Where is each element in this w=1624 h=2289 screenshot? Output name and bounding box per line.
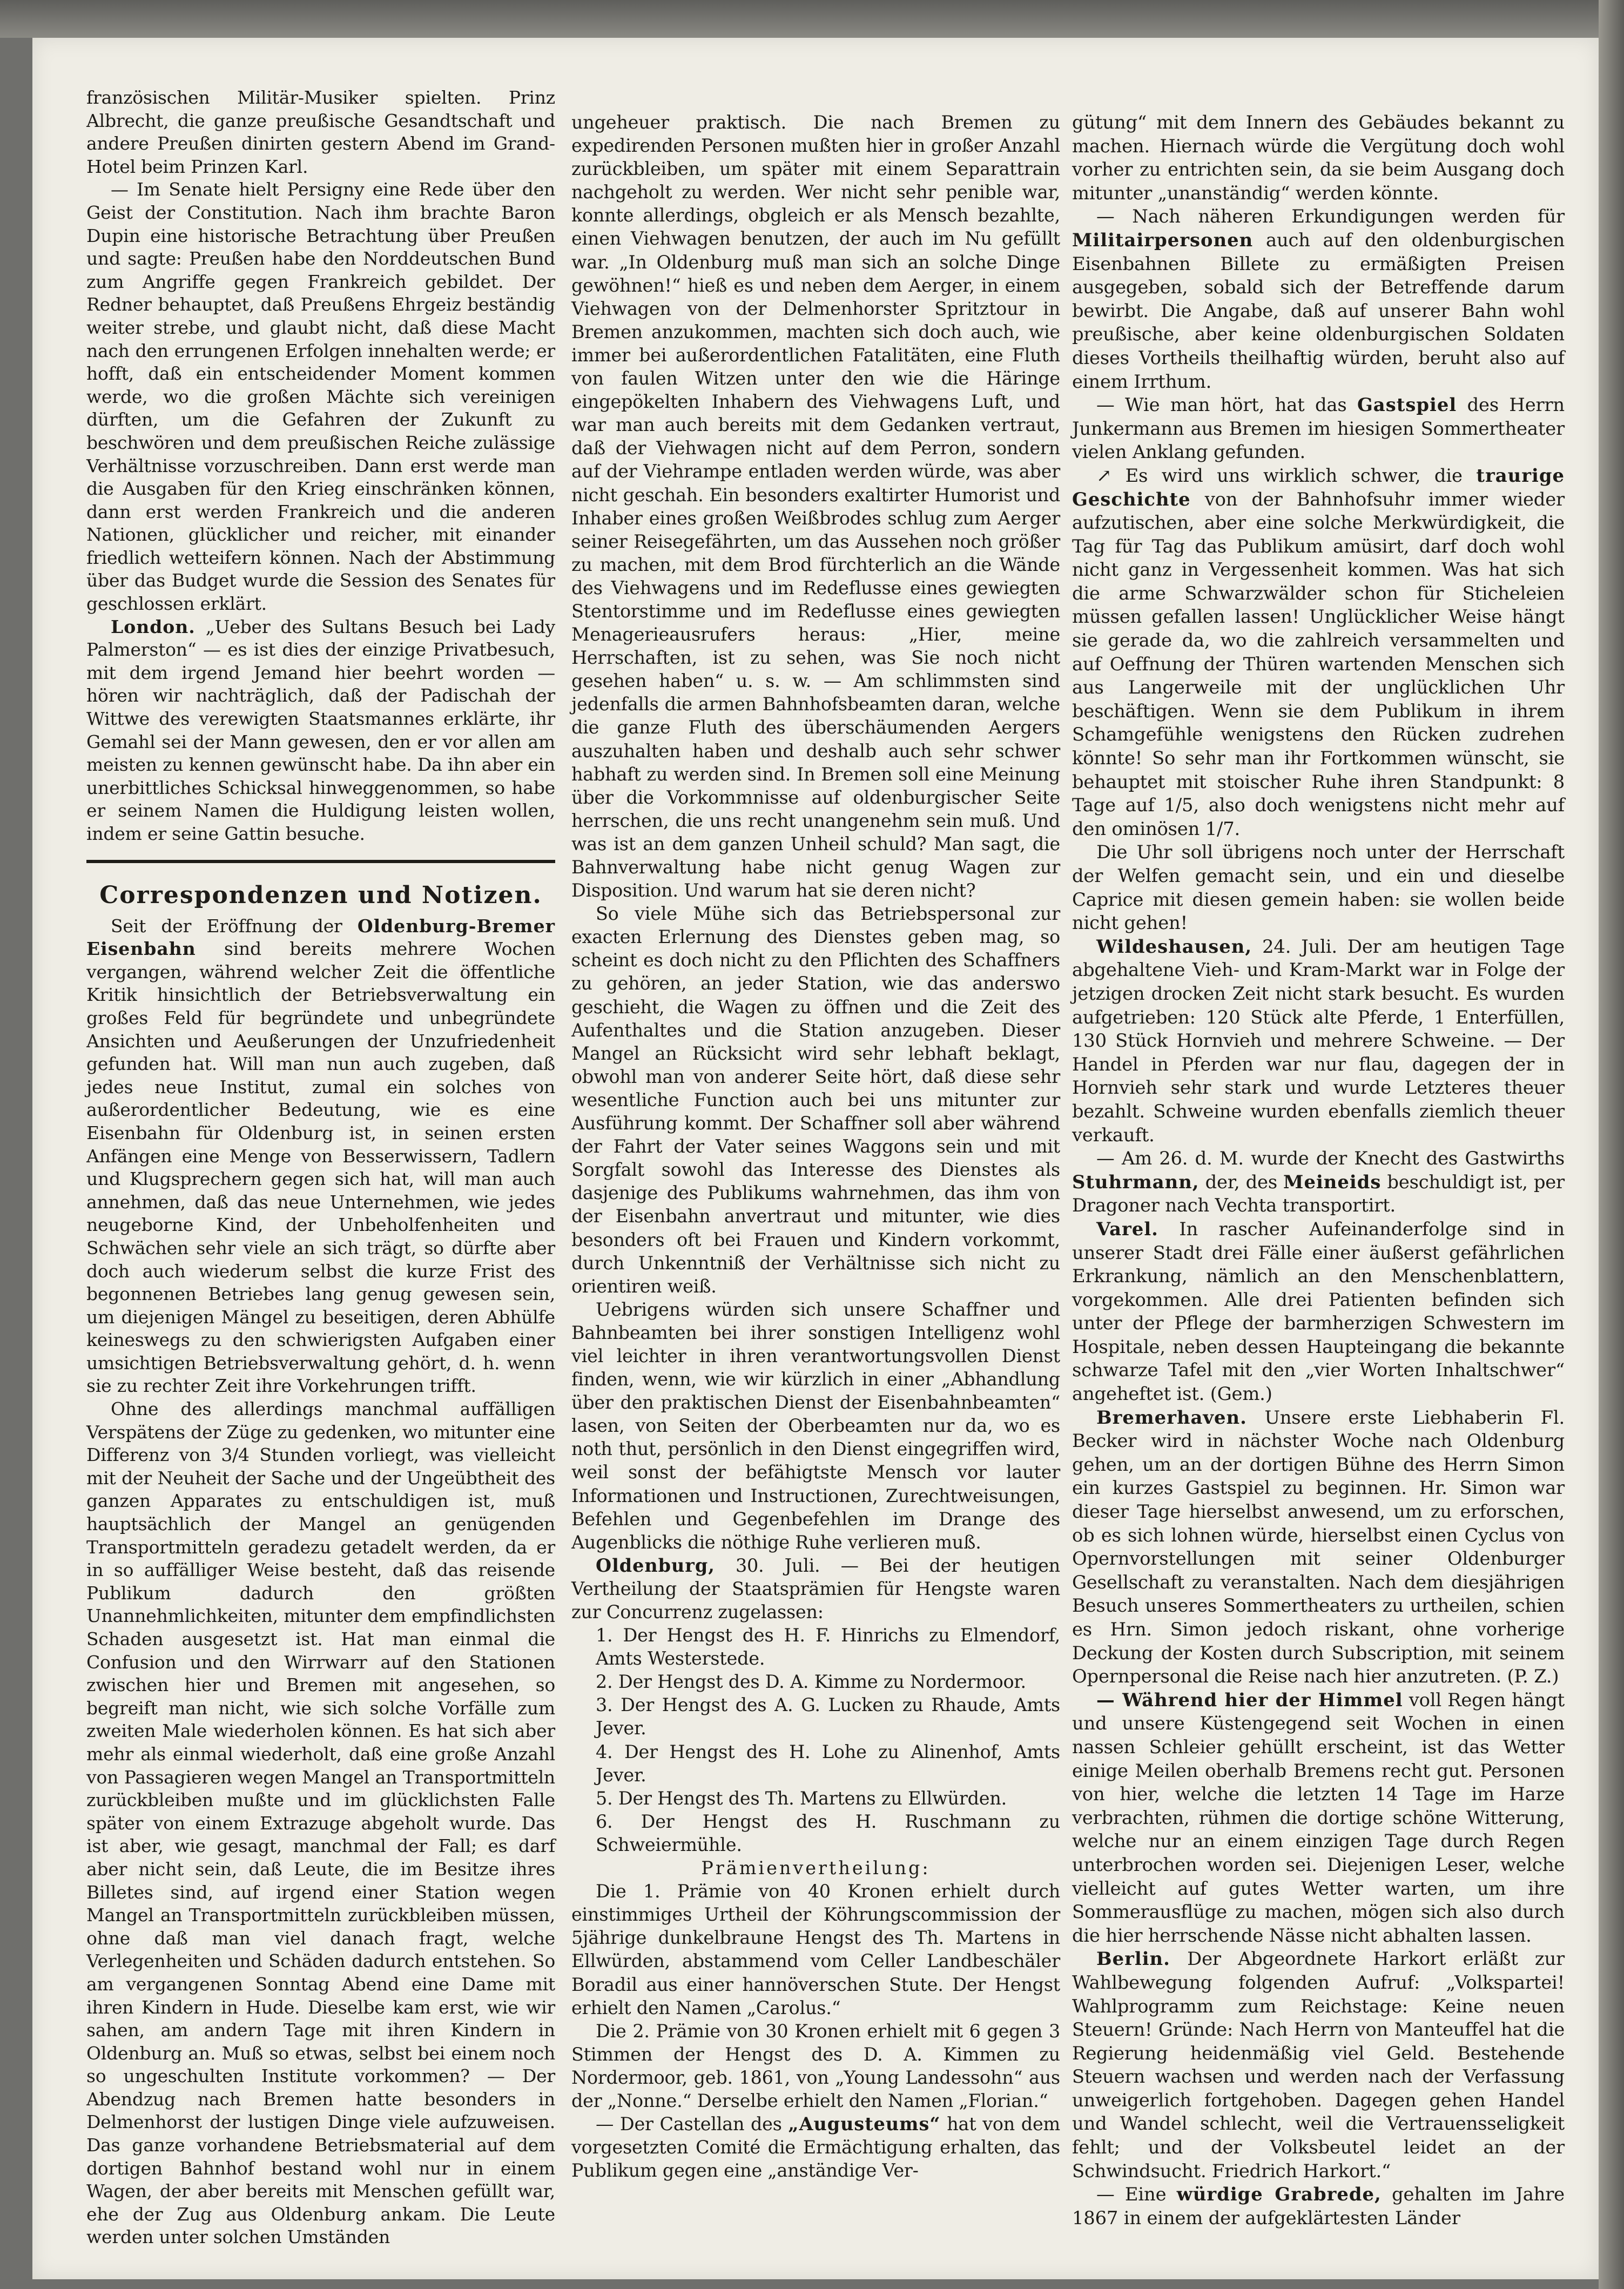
paragraph-gastspiel bbox=[1072, 393, 1565, 464]
paragraph: So viele Mühe sich das Betriebspersonal zur exacten Erlernung des Dienstes geben mag, so scheint es doch nicht zu den Pflichten des Schaffners zu gehören, an jeder Station, wie das anderswo geschieht, die Wagen zu öffnen und die Zeit des Aufenthaltes und die Station anzugeben. Dieser Mangel an Rücksicht wird sehr lebhaft beklagt, obwohl man von anderer Seite hört, daß diese sehr wesentliche Function auch bei uns mitunter zur Ausführung kommt. Der Schaffner soll aber während der Fahrt der Vater seines Waggons sein und mit Sorgfalt sowohl das Interesse des Dienstes als dasjenige des Publikums wahrnehmen, das ihm von der Eisenbahn anvertraut und mitunter, wie dies besonders oft bei Frauen und Kindern vorkommt, durch Unkenntniß der Verhältnisse sich nicht zu orientiren weiß. bbox=[571, 903, 1060, 1297]
paragraph: gütung“ mit dem Innern des Gebäudes bekannt zu machen. Hiernach würde die Vergütung doch wohl vorher zu entrichten sein, da sie beim Ausgang doch mitunter „unanständig“ werden könnte. bbox=[1072, 112, 1565, 204]
paragraph-text: „Ueber des Sultans Besuch bei Lady Palmerston“ — es ist dies der einzige Privatbesuch, mit dem irgend Jemand hier beehrt worden — hören wir nachträglich, daß der Padischah der Wittwe des verewigten Staatsmannes erklärte, ihr Gemahl sei der Mann gewesen, den er vor allen am meisten zu kennen gewünscht habe. Da ihn aber ein unerbittliches Schicksal hinweggenommen, so habe er seinem Namen die Huldigung leisten wollen, indem er seine Gattin besuche. bbox=[86, 616, 555, 844]
bold-term: „Augusteums“ bbox=[788, 2113, 941, 2135]
paragraph-text: der, des bbox=[1205, 1171, 1277, 1193]
column-3 bbox=[1072, 111, 1565, 2230]
paragraph-clock bbox=[1072, 464, 1565, 841]
paragraph-grabrede bbox=[1072, 2183, 1565, 2230]
dateline: Wildeshausen, bbox=[1096, 935, 1252, 957]
column-2 bbox=[571, 111, 1060, 2182]
bold-term: traurige Geschichte bbox=[1072, 464, 1565, 510]
paragraph-military bbox=[1072, 205, 1565, 393]
list-item: 1. Der Hengst des H. F. Hinrichs zu Elmendorf, Amts Westerstede. bbox=[596, 1625, 1060, 1669]
list-item: 5. Der Hengst des Th. Martens zu Ellwürden. bbox=[596, 1787, 1007, 1809]
bold-term: — Während hier der Himmel bbox=[1096, 1688, 1403, 1711]
list-item: 6. Der Hengst des H. Ruschmann zu Schweiermühle. bbox=[596, 1810, 1060, 1855]
bold-term: Gastspiel bbox=[1357, 394, 1457, 416]
list-item: 2. Der Hengst des D. A. Kimme zu Nordermoor. bbox=[596, 1671, 1026, 1693]
paragraph-augusteum bbox=[571, 2112, 1060, 2182]
scan-top-edge bbox=[0, 0, 1624, 38]
paragraph: Uebrigens würden sich unsere Schaffner und Bahnbeamten bei ihrer sonstigen Intelligenz wohl viel leichter in ihren verantwortungsvollen Dienst finden, wenn, wie wir kürzlich in einer „Abhandlung über den praktischen Dienst der Eisenbahnbeamten“ lasen, von Seiten der Oberbeamten nur da, wo es noth thut, persönlich in den Dienst eingegriffen wird, weil sonst der befähigtste Mensch vor lauter Informationen und Instructionen, Zurechtweisungen, Befehlen und Gegenbefehlen im Drange des Augenblicks die nöthige Ruhe verlieren muß. bbox=[571, 1298, 1060, 1553]
paragraph-text: sind bereits mehrere Wochen vergangen, während welcher Zeit die öffentliche Kritik hinsichtlich der Betriebsverwaltung ein großes Feld für begründete und unbegründete Ansichten und Aeußerungen der Unzufriedenheit gefunden hat. Will man nun auch zugeben, daß jedes neue Institut, zumal ein solches von außerordentlicher Bedeutung, wie es eine Eisenbahn für Oldenburg ist, in seinen ersten Anfängen eine Menge von Besserwissern, Tadlern und Klugsprechern gegen sich hat, will man auch annehmen, daß das neue Unternehmen, wie jedes neugeborne Kind, der Unbeholfenheiten und Schwächen sehr viele an sich trägt, so dürfte aber doch auch wiederum selbst die kurze Frist des begonnenen Betriebes lang genug gewesen sein, um diejenigen Mängel zu beseitigen, deren Abhülfe keineswegs zu den schwierigsten Aufgaben einer umsichtigen Betriebsverwaltung gehört, d. h. wenn sie zu rechter Zeit ihre Vorkehrungen trifft. bbox=[86, 938, 555, 1397]
paragraph-stuhrmann bbox=[1072, 1147, 1565, 1217]
paragraph-text: von der Bahnhofsuhr immer wieder aufzutischen, aber eine solche Merkwürdigkeit, die Tag für Tag das Publikum amüsirt, darf doch wohl nicht ganz in Vergessenheit kommen. Was hat sich die arme Schwarzwälder schon für Sticheleien müssen gefallen lassen! Unglücklicher Weise hängt sie gerade da, wo die zahlreich versammelten und auf Oeffnung der Thüren wartenden Menschen sich aus Langerweile mit der unglücklichen Uhr beschäftigen. Wenn sie dem Publikum in ihrem Schamgefühle wenigstens den Rücken zudrehen könnte! So sehr man ihr Fortkommen wünscht, sie behauptet mit stoischer Ruhe ihren Standpunkt: 8 Tage auf 1/5, also doch wenigstens nicht mehr auf den ominösen 1/7. bbox=[1072, 488, 1565, 839]
paragraph-text: des Herrn Junkermann aus Bremen im hiesigen Sommertheater vielen Anklang gefunden. bbox=[1072, 394, 1565, 463]
paragraph-text: — Nach näheren Erkundigungen werden für bbox=[1096, 206, 1565, 227]
paragraph-text: 30. Juli. — Bei der heutigen Vertheilung der Staatsprämien für Hengste waren zur Concurrenz zugelassen: bbox=[571, 1554, 1060, 1623]
paragraph-text: Seit der Eröffnung der bbox=[111, 915, 342, 937]
paragraph: — Im Senate hielt Persigny eine Rede über den Geist der Constitution. Nach ihm brachte Baron Dupin eine historische Betrachtung über Preußen und sagte: Preußen habe den Norddeutschen Bund zum Angriffe gegen Frankreich gebildet. Der Redner behauptet, daß Preußens Ehrgeiz beständig weiter strebe, und glaubt nicht, daß diese Macht nach den errungenen Erfolgen innehalten werde; er hofft, daß ein entscheidender Moment kommen werde, wo die großen Mächte sich vereinigen dürften, um die Gefahren der Zukunft zu beschwören und dem preußischen Reiche zulässige Verhältnisse vorzuschreiben. Dann erst werde man die Ausgaben für den Krieg einschränken können, dann erst werden Frankreich und die anderen Nationen, glücklicher und reicher, mit einander friedlich wetteifern können. Nach der Abstimmung über das Budget wurde die Session des Senates für geschlossen erklärt. bbox=[86, 179, 555, 615]
bold-term: Oldenburg-Bremer Eisenbahn bbox=[86, 915, 555, 960]
paragraph-text: — Am 26. d. M. wurde der Knecht des Gastwirths bbox=[1096, 1148, 1565, 1169]
paragraph-berlin bbox=[1072, 1947, 1565, 2183]
subheading: Prämienvertheilung: bbox=[701, 1857, 931, 1879]
list-item: 3. Der Hengst des A. G. Lucken zu Rhaude, Amts Jever. bbox=[596, 1694, 1060, 1739]
dateline: London. bbox=[111, 616, 196, 637]
bold-term: würdige Grabrede, bbox=[1176, 2183, 1382, 2205]
paragraph-text: auch auf den oldenburgischen Eisenbahnen Billete zu ermäßigten Preisen ausgegeben, sobald sich der Betreffende darum bewirbt. Die Angabe, daß auf unserer Bahn wohl preußische, aber keine oldenburgischen Soldaten dieses Vortheils theilhaftig würden, beruht also auf einem Irrthum. bbox=[1072, 229, 1565, 392]
paragraph-text: voll Regen hängt und unsere Küstengegend seit Wochen in einen nassen Schleier gehüllt erscheint, ist das Wetter einige Meilen oberhalb Bremens recht gut. Personen von hier, welche die letzten 14 Tage im Harze verbrachten, rühmen die dortige schöne Witterung, welche nur an einem einzigen Tage durch Regen unterbrochen worden sei. Diejenigen Leser, welche vielleicht auf gutes Wetter warten, um ihre Sommerausflüge zu machen, mögen sich also durch die hier herrschende Nässe nicht abhalten lassen. bbox=[1072, 1689, 1565, 1946]
paragraph-oldenburg bbox=[571, 1554, 1060, 1624]
column-1 bbox=[86, 86, 555, 2249]
paragraph-text: Der Abgeordnete Harkort erläßt zur Wahlbewegung folgenden Aufruf: „Volkspartei! Wahlprogramm zum Reichstage: Keine neuen Steuern! Gründe: Nach Herrn von Manteuffel hat die Regierung heidenmäßig viel Geld. Bestehende Steuern wachsen und werden nach der Verfassung unweigerlich fortgehoben. Dagegen gehen Handel und Wandel schlecht, weil die Vertrauensseligkeit fehlt; und der Volksbeutel leidet an der Schwindsucht. Friedrich Harkort.“ bbox=[1072, 1948, 1565, 2182]
paragraph-wildeshausen bbox=[1072, 935, 1565, 1147]
paragraph: französischen Militär-Musiker spielten. Prinz Albrecht, die ganze preußische Gesandtschaft und andere Preußen dinirten gestern Abend im Grand-Hotel beim Prinzen Karl. bbox=[86, 87, 555, 177]
paragraph: ungeheuer praktisch. Die nach Bremen zu expedirenden Personen mußten hier in großer Anzahl zurückbleiben, um später mit einem Separattrain nachgeholt zu werden. Wer nicht sehr penible war, konnte allerdings, obgleich er als Mensch bezahlte, einen Viehwagen benutzen, der auch im Nu gefüllt war. „In Oldenburg muß man sich an solche Dinge gewöhnen!“ hieß es und neben dem Aerger, in einem Viehwagen von der Delmenhorster Spritztour in Bremen anzukommen, machten sich doch auch, wie immer bei außerordentlichen Fatalitäten, eine Fluth von faulen Witzen unter den wie die Häringe eingepökelten Inhabern des Viehwagens Luft, und war man auch bereits mit dem Gedanken vertraut, daß der Viehwagen nicht auf dem Perron, sondern auf der Viehrampe entladen werden würde, was aber nicht geschah. Ein besonders exaltirter Humorist und Inhaber eines großen Weißbrodes schlug zum Aerger seiner Reisegefährten, um das Aussehen noch größer zu machen, mit dem Brod fürchterlich an die Wände des Viehwagens und im Redeflusse eines gewiegten Stentorstimme und im Redeflusse eines gewiegten Menagerieausrufers heraus: „Hier, meine Herrschaften, ist zu sehen, was Sie noch nicht gesehen haben“ u. s. w. — Am schlimmsten sind jedenfalls die armen Bahnhofsbeamten daran, welche die ganze Fluth des überschäumenden Aergers auszuhalten haben und deshalb auch sehr schwer habhaft zu werden sind. In Bremen soll eine Meinung über die Vorkommnisse auf oldenburgischer Seite herrschen, die uns recht unangenehm sein muß. Und was ist an dem ganzen Unheil schuld? Man sagt, die Bahnverwaltung habe nicht genug Wagen zur Disposition. Und warum hat sie deren nicht? bbox=[571, 112, 1060, 901]
paragraph-text: gehalten im Jahre 1867 in einem der aufgeklärtesten Länder bbox=[1072, 2184, 1565, 2229]
paragraph-text: ↗ Es wird uns wirklich schwer, die bbox=[1096, 464, 1463, 486]
paragraph: Die 2. Prämie von 30 Kronen erhielt mit 6 gegen 3 Stimmen der Hengst des D. A. Kimmen zu Nordermoor, geb. 1861, von „Young Landessohn“ aus der „Nonne.“ Derselbe erhielt den Namen „Florian.“ bbox=[571, 2020, 1060, 2111]
section-divider bbox=[86, 860, 555, 863]
bold-term: Stuhrmann, bbox=[1072, 1170, 1200, 1193]
paragraph-text: beschuldigt ist, per Dragoner nach Vechta transportirt. bbox=[1072, 1171, 1565, 1216]
paragraph-text: — Eine bbox=[1096, 2184, 1167, 2205]
paragraph-railway bbox=[86, 915, 555, 1398]
paragraph-text: hat von dem vorgesetzten Comité die Ermächtigung erhalten, das Publikum gegen eine „anständige Ver- bbox=[571, 2113, 1060, 2182]
paragraph-weather bbox=[1072, 1688, 1565, 1948]
paragraph: Die Uhr soll übrigens noch unter der Herrschaft der Welfen gemacht sein, und ein und dieselbe Caprice mit diesen gemein haben: sie wollen beide nicht gehen! bbox=[1072, 841, 1565, 934]
paragraph: Die 1. Prämie von 40 Kronen erhielt durch einstimmiges Urtheil der Köhrungscommission der 5jährige dunkelbraune Hengst des Th. Martens in Ellwürden, abstammend vom Celler Landbeschäler Boradil aus einer hannöverschen Stute. Der Hengst erhielt den Namen „Carolus.“ bbox=[571, 1881, 1060, 2018]
paragraph-london bbox=[86, 616, 555, 846]
paragraph-text: Unsere erste Liebhaberin Fl. Becker wird in nächster Woche nach Oldenburg gehen, um an der dortigen Bühne des Herrn Simon ein kurzes Gastspiel zu beginnen. Hr. Simon war dieser Tage hierselbst anwesend, um zu erforschen, ob es sich lohnen würde, hierselbst einen Cyclus von Opernvorstellungen mit seiner Oldenburger Gesellschaft zu veranstalten. Nach dem diesjährigen Besuch unseres Sommertheaters zu urtheilen, schien es Hrn. Simon jedoch riskant, ohne vorherige Deckung der Kosten durch Subscription, mit seinem Opernpersonal die Reise nach hier anzutreten. (P. Z.) bbox=[1072, 1406, 1565, 1687]
section-title: Correspondenzen und Notizen. bbox=[99, 881, 542, 909]
paragraph: Ohne des allerdings manchmal auffälligen Verspätens der Züge zu gedenken, wo mitunter eine Differenz von 3/4 Stunden vorliegt, was vielleicht mit der Neuheit der Sache und der Ungeübtheit des ganzen Apparates zu entschuldigen ist, muß hauptsächlich der Mangel an genügenden Transportmitteln geradezu getadelt werden, da er in so auffälliger Weise besteht, daß das reisende Publikum dadurch den größten Unannehmlichkeiten, mitunter dem empfindlichsten Schaden ausgesetzt ist. Hat man einmal die Confusion und den Wirrwarr auf den Stationen zwischen hier und Bremen mit angesehen, so begreift man nicht, wie sich solche Vorfälle zum zweiten Male wiederholen können. Es hat sich aber mehr als einmal wiederholt, daß eine große Anzahl von Passagieren wegen Mangel an Transportmitteln zurückbleiben mußte und im glücklichsten Falle später von einem Extrazuge abgeholt wurde. Das ist aber, wie gesagt, manchmal der Fall; es darf aber nicht sein, daß Leute, die im Besitze ihres Billetes sind, auf irgend einer Station wegen Mangel an Transportmitteln zurückbleiben müssen, ohne daß man viel danach fragt, welche Verlegenheiten und Schäden dadurch entstehen. So am vergangenen Sonntag Abend eine Dame mit ihren Kindern in Hude. Dieselbe kam erst, wie wir sahen, am andern Tage mit ihren Kindern in Oldenburg an. Muß so etwas, selbst bei einem noch so ungeschulten Institute vorkommen? — Der Abendzug nach Bremen hatte besonders in Delmenhorst der lustigen Dinge viele aufzuweisen. Das ganze vorhandene Betriebsmaterial auf dem dortigen Bahnhof bestand wohl nur in einem Wagen, der aber bereits mit Menschen gefüllt war, ehe der Zug aus Oldenburg ankam. Die Leute werden unter solchen Umständen bbox=[86, 1398, 555, 2248]
bold-term: Militairpersonen bbox=[1072, 228, 1254, 251]
dateline: Bremerhaven. bbox=[1096, 1406, 1247, 1428]
dateline: Varel. bbox=[1096, 1217, 1158, 1240]
paragraph-text: — Der Castellan des bbox=[596, 2113, 782, 2135]
paragraph-bremerhaven bbox=[1072, 1406, 1565, 1688]
paragraph-text: In rascher Aufeinanderfolge sind in unserer Stadt drei Fälle einer äußerst gefährlichen Erkrankung, nämlich an den Menschenblattern, vorgekommen. Alle drei Patienten befinden sich unter der Pflege der barmherzigen Schwestern im Hospitale, neben dessen Haupteingang die bekannte schwarze Tafel mit den „vier Worten Inhaltschwer“ angeheftet ist. (Gem.) bbox=[1072, 1218, 1565, 1405]
dateline: Berlin. bbox=[1096, 1948, 1170, 1970]
stallion-list bbox=[571, 1624, 1060, 1856]
list-item: 4. Der Hengst des H. Lohe zu Alinenhof, Amts Jever. bbox=[596, 1741, 1060, 1786]
paragraph-varel bbox=[1072, 1217, 1565, 1406]
dateline: Oldenburg, bbox=[596, 1554, 715, 1576]
paragraph-text: — Wie man hört, hat das bbox=[1096, 394, 1347, 416]
paragraph-text: 24. Juli. Der am heutigen Tage abgehaltene Vieh- und Kram-Markt war in Folge der jetzigen drocken Zeit nicht stark besucht. Es wurden aufgetrieben: 120 Stück alte Pferde, 1 Enterfüllen, 130 Stück Hornvieh und mehrere Schweine. — Der Handel in Pferden war nur flau, dagegen der in Hornvieh sehr stark und wurde Letzteres theuer bezahlt. Schweine wurden ebenfalls ziemlich theuer verkauft. bbox=[1072, 935, 1565, 1146]
bold-term: Meineids bbox=[1283, 1170, 1382, 1193]
scan-right-edge bbox=[1599, 0, 1624, 2289]
